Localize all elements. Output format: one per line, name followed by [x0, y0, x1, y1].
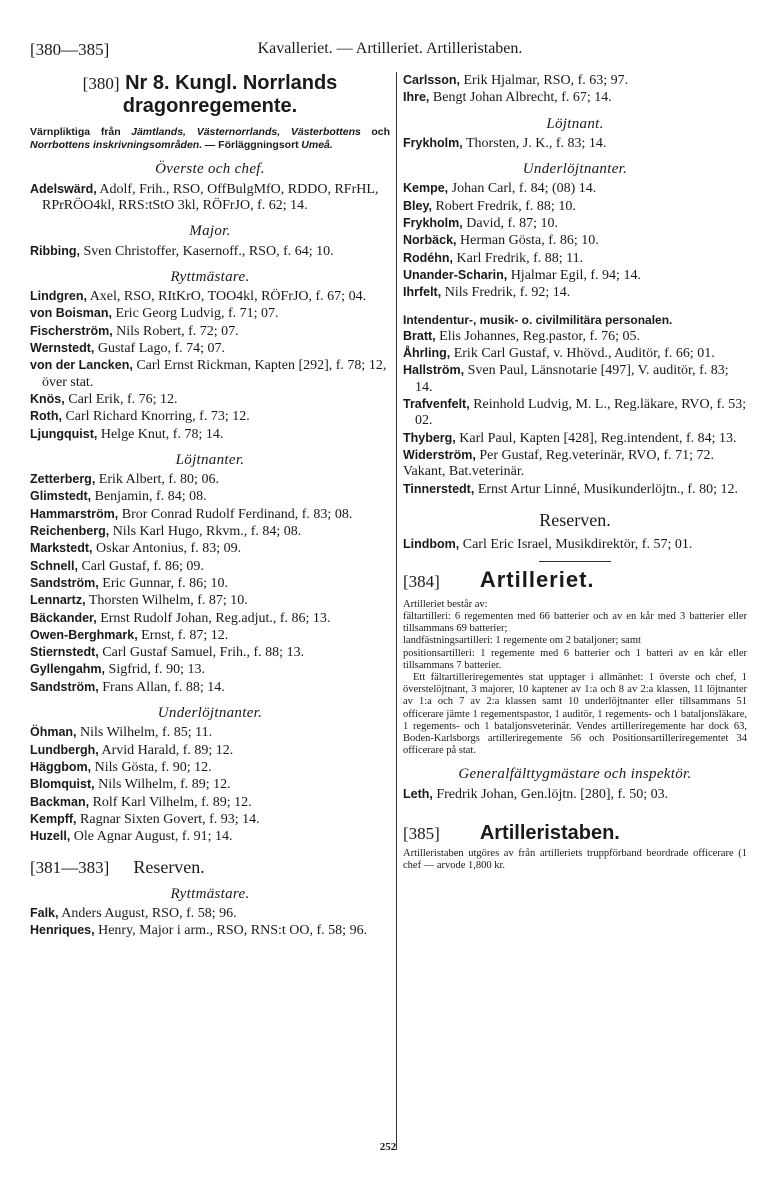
roster-entry [403, 447, 747, 464]
person-details: Karl Fredrik, f. 88; 11. [456, 250, 584, 266]
person-name: Åhrling, [403, 346, 451, 361]
person-details: Thorsten Wilhelm, f. 87; 10. [88, 593, 248, 609]
artilleriet-text: Artilleriet består av: fältartilleri: 6 regementen med 66 batterier och av en kår med 3 batterier eller tillsammans 69 batterier; landfästningsartilleri: 1 regemente om 2 bataljoner; samt positionsartilleri: 1 regemente med 6 batterier och 1 batteri av en kår eller tillsammans 7 batterier. Ett fältartilleriregementes stat upptager i allmänhet: 1 överste och chef, 1 överstelöjtnant, 3 majorer, 10 kaptener av 1:a och 8 av 2:a klassen, 11 löjtnanter av 1:a och 7 av 2:a klassen samt 10 underlöjtnanter eller tillsammans 51 officerare jämte 1 regementspastor, 1 auditör, 1 regements- och 1 bataljonsläkare, 1 regements- och 1 bataljonsveterinär. Vendes artilleriregemente har dock 63, Boden-Karlsborgs artilleriregemente 56 och Positionsartilleriregementet 34 officerare på stat. [403, 598, 747, 757]
person-name: Schnell, [30, 558, 78, 573]
person-details: Sven Christoffer, Kasernoff., RSO, f. 64; 10. [83, 243, 334, 259]
person-name: Ihre, [403, 90, 430, 105]
person-details: Adolf, Frih., RSO, OffBulgMfO, RDDO, RFrHL, RPrRÖO4kl, RRS:tStO 3kl, RÖFrJO, f. 62; 14. [42, 181, 379, 213]
person-details: Benjamin, f. 84; 08. [94, 489, 207, 505]
person-details: Hjalmar Egil, f. 94; 14. [510, 267, 641, 283]
person-details: Nils Karl Hugo, Rkvm., f. 84; 08. [112, 524, 302, 540]
roster-entry [403, 284, 747, 301]
roster-entry [403, 430, 747, 447]
person-details: Frans Allan, f. 88; 14. [102, 679, 225, 695]
left-groups [30, 161, 390, 845]
roster-entry [403, 198, 747, 215]
roster-entry [30, 540, 390, 557]
category-heading: Underlöjtnanter. [522, 161, 628, 178]
person-name: Carlsson, [403, 73, 460, 87]
person-details: Ragnar Sixten Govert, f. 93; 14. [80, 811, 260, 827]
roster-entry [403, 72, 747, 89]
reserve-heading: Reserven. [539, 509, 611, 530]
roster-entry [30, 288, 390, 305]
person-details: Sigfrid, f. 90; 13. [108, 662, 205, 678]
person-details: Herman Gösta, f. 86; 10. [460, 233, 599, 249]
roster-entry [30, 627, 390, 644]
person-name: Lindbom, [403, 537, 460, 552]
section-number: [380] [82, 74, 120, 93]
roster-entry [30, 391, 390, 408]
roster-entry [403, 215, 747, 232]
person-name: Kempe, [403, 181, 449, 196]
roster-entry [30, 357, 390, 391]
page-number: 252 [379, 1141, 397, 1153]
person-name: Hallström, [403, 363, 465, 378]
right-column [403, 72, 747, 873]
intendentur-heading: Intendentur-, musik- o. civilmilitära personalen. [403, 312, 673, 327]
category-heading: Underlöjtnanter. [157, 705, 263, 722]
person-details: Erik Carl Gustaf, v. Hhövd., Auditör, f. 66; 01. [453, 346, 715, 362]
person-details: Bengt Johan Albrecht, f. 67; 14. [432, 90, 612, 106]
person-details: Fredrik Johan, Gen.löjtn. [280], f. 50; 03. [436, 786, 669, 802]
category-heading: Ryttmästare. [170, 268, 250, 285]
person-details: Ernst Artur Linné, Musikunderlöjtn., f. 80; 12. [477, 481, 738, 497]
person-details: Ernst Rudolf Johan, Reg.adjut., f. 86; 13. [100, 610, 331, 626]
person-name: Fischerström, [30, 323, 113, 338]
person-details: Sven Paul, Länsnotarie [497], V. auditör, f. 83; 14. [415, 363, 729, 395]
person-name: Reichenberg, [30, 524, 110, 539]
person-name: Bley, [403, 198, 432, 213]
roster-entry [403, 481, 747, 498]
person-details: Erik Hjalmar, RSO, f. 63; 97. [463, 73, 629, 88]
person-name: Frykholm, [403, 216, 463, 231]
roster-entry [30, 408, 390, 425]
intendentur-list [403, 328, 747, 498]
person-name: Blomquist, [30, 777, 95, 792]
person-details: Reinhold Ludvig, M. L., Reg.läkare, RVO, f. 53; 02. [415, 397, 747, 429]
roster-entry [403, 250, 747, 267]
roster-entry [30, 426, 390, 443]
roster-entry [30, 776, 390, 793]
person-name: Ljungquist, [30, 426, 98, 441]
roster-entry [403, 135, 747, 152]
person-details: Oskar Antonius, f. 83; 09. [96, 541, 242, 557]
person-name: Owen-Berghmark, [30, 627, 138, 642]
roster-entry [30, 305, 390, 322]
person-name: Tinnerstedt, [403, 481, 475, 496]
person-details: Nils Robert, f. 72; 07. [116, 323, 239, 339]
person-name: Bäckander, [30, 610, 97, 625]
left-column [30, 72, 390, 940]
person-details: Nils Fredrik, f. 92; 14. [444, 285, 571, 301]
person-name: Sandström, [30, 679, 99, 694]
person-name: Öhman, [30, 725, 77, 740]
person-name: Sandström, [30, 575, 99, 590]
person-name: von der Lancken, [30, 358, 133, 373]
person-name: Adelswärd, [30, 181, 97, 196]
person-name: Huzell, [30, 829, 71, 844]
roster-entry [30, 471, 390, 488]
running-title: Kavalleriet. — Artilleriet. Artilleristaben. [257, 40, 523, 57]
roster-entry [30, 523, 390, 540]
divider [539, 561, 611, 562]
roster-entry [403, 464, 747, 480]
person-name: Backman, [30, 794, 90, 809]
roster-entry [30, 644, 390, 661]
person-details: Ole Agnar August, f. 91; 14. [73, 829, 233, 845]
roster-entry [30, 759, 390, 776]
person-name: Henriques, [30, 923, 95, 938]
person-details: Henry, Major i arm., RSO, RNS:t OO, f. 58; 96. [98, 923, 368, 939]
person-name: Widerström, [403, 447, 476, 462]
person-details: Nils Wilhelm, f. 89; 12. [98, 777, 231, 793]
roster-entry [30, 181, 390, 215]
person-name: Falk, [30, 905, 59, 920]
roster-entry [403, 267, 747, 284]
artilleriet-heading: [384] Artilleriet. [403, 567, 595, 593]
person-name: von Boisman, [30, 306, 112, 321]
person-details: Arvid Harald, f. 89; 12. [101, 742, 234, 758]
person-name: Lennartz, [30, 593, 86, 608]
person-details: Eric Georg Ludvig, f. 71; 07. [115, 306, 279, 322]
roster-entry [30, 506, 390, 523]
person-details: Bror Conrad Rudolf Ferdinand, f. 83; 08. [121, 506, 353, 522]
inspektor-list [403, 786, 747, 803]
person-name: Roth, [30, 409, 62, 424]
reserve-list [403, 536, 747, 553]
person-name: Bratt, [403, 328, 436, 343]
artilleristaben-text: Artilleristaben utgöres av från artilleriets truppförband beordrade officerare (1 chef — arvode 1,800 kr. [403, 848, 747, 872]
roster-entry [403, 345, 747, 362]
roster-entry [403, 786, 747, 803]
reserve-heading: [381—383] Reserven. [30, 857, 205, 878]
person-details: Carl Erik, f. 76; 12. [68, 391, 178, 407]
person-details: Nils Wilhelm, f. 85; 11. [80, 725, 213, 741]
person-details: Erik Albert, f. 80; 06. [98, 472, 219, 488]
person-name: Häggbom, [30, 759, 92, 774]
roster-entry [403, 232, 747, 249]
roster-entry [403, 89, 747, 106]
person-details: Elis Johannes, Reg.pastor, f. 76; 05. [439, 328, 641, 344]
person-details: Rolf Karl Vilhelm, f. 89; 12. [92, 794, 252, 810]
artilleristaben-heading: [385] Artilleristaben. [403, 821, 620, 844]
roster-entry [30, 811, 390, 828]
roster-entry [403, 396, 747, 430]
person-details: Johan Carl, f. 84; (08) 14. [451, 181, 597, 197]
person-details: Vakant, Bat.veterinär. [403, 464, 525, 480]
person-details: Carl Eric Israel, Musikdirektör, f. 57; 01. [462, 537, 693, 553]
roster-entry [30, 243, 390, 260]
person-details: Carl Ernst Rickman, Kapten [292], f. 78; 12, över stat. [42, 358, 387, 390]
person-name: Lindgren, [30, 289, 87, 304]
person-name: Stiernstedt, [30, 645, 99, 660]
roster-entry [403, 328, 747, 345]
person-name: Leth, [403, 786, 433, 801]
category-heading: Löjtnanter. [175, 451, 245, 468]
roster-entry [30, 575, 390, 592]
roster-entry [30, 922, 390, 939]
person-name: Trafvenfelt, [403, 397, 470, 412]
person-name: Knös, [30, 391, 65, 406]
roster-entry [403, 362, 747, 396]
person-name: Markstedt, [30, 541, 93, 556]
section-title [30, 72, 390, 118]
person-name: Rodéhn, [403, 250, 453, 265]
roster-entry [30, 742, 390, 759]
person-name: Ribbing, [30, 243, 80, 258]
person-details: Helge Knut, f. 78; 14. [100, 426, 224, 442]
person-details: Carl Gustaf, f. 86; 09. [81, 558, 204, 574]
person-name: Kempff, [30, 811, 77, 826]
person-name: Ihrfelt, [403, 285, 442, 300]
person-details: Robert Fredrik, f. 88; 10. [435, 198, 576, 214]
person-details: Thorsten, J. K., f. 83; 14. [466, 135, 607, 151]
person-name: Unander-Scharin, [403, 267, 508, 282]
continued-list [403, 72, 747, 107]
category-heading: Överste och chef. [155, 161, 265, 178]
person-details: Eric Gunnar, f. 86; 10. [102, 575, 229, 591]
person-name: Zetterberg, [30, 472, 96, 487]
person-details: Carl Gustaf Samuel, Frih., f. 88; 13. [102, 645, 305, 661]
column-divider [396, 72, 397, 1150]
roster-entry [30, 794, 390, 811]
reserve-list [30, 905, 390, 940]
roster-entry [30, 592, 390, 609]
roster-entry [30, 661, 390, 678]
roster-entry [30, 558, 390, 575]
right-groups [403, 116, 747, 302]
person-details: David, f. 87; 10. [466, 216, 559, 232]
person-details: Ernst, f. 87; 12. [141, 627, 229, 643]
page-range: [380—385] [30, 40, 110, 59]
roster-entry [30, 905, 390, 922]
section-intro: Värnpliktiga från Jämtlands, Västernorrlands, Västerbottens och Norrbottens inskrivningsområden. — Förläggningsort Umeå. [30, 126, 390, 152]
person-name: Frykholm, [403, 135, 463, 150]
section-title-line2: dragonregemente. [122, 95, 298, 117]
person-name: Norbäck, [403, 233, 457, 248]
roster-entry [30, 828, 390, 845]
section-title-line1: Nr 8. Kungl. Norrlands [125, 72, 338, 94]
person-name: Wernstedt, [30, 341, 95, 356]
category-heading: Generalfälttygmästare och inspektör. [458, 766, 692, 783]
person-details: Gustaf Lago, f. 74; 07. [97, 341, 226, 357]
category-heading: Ryttmästare. [170, 885, 250, 902]
person-details: Nils Gösta, f. 90; 12. [94, 759, 212, 775]
roster-entry [403, 180, 747, 197]
person-details: Axel, RSO, RItKrO, TOO4kl, RÖFrJO, f. 67; 04. [89, 289, 367, 305]
person-name: Lundbergh, [30, 742, 99, 757]
person-details: Karl Paul, Kapten [428], Reg.intendent, f. 84; 13. [459, 430, 737, 446]
person-name: Gyllengahm, [30, 662, 106, 677]
category-heading: Löjtnant. [546, 115, 604, 132]
roster-entry [30, 340, 390, 357]
roster-entry [30, 679, 390, 696]
category-heading: Major. [189, 223, 231, 240]
person-details: Per Gustaf, Reg.veterinär, RVO, f. 71; 72. [479, 447, 715, 463]
person-name: Thyberg, [403, 430, 456, 445]
roster-entry [30, 323, 390, 340]
person-details: Carl Richard Knorring, f. 73; 12. [65, 409, 250, 425]
person-name: Glimstedt, [30, 489, 92, 504]
roster-entry [30, 488, 390, 505]
person-details: Anders August, RSO, f. 58; 96. [61, 905, 237, 921]
person-name: Hammarström, [30, 506, 119, 521]
roster-entry [403, 536, 747, 553]
page-header [30, 40, 750, 66]
roster-entry [30, 610, 390, 627]
roster-entry [30, 724, 390, 741]
